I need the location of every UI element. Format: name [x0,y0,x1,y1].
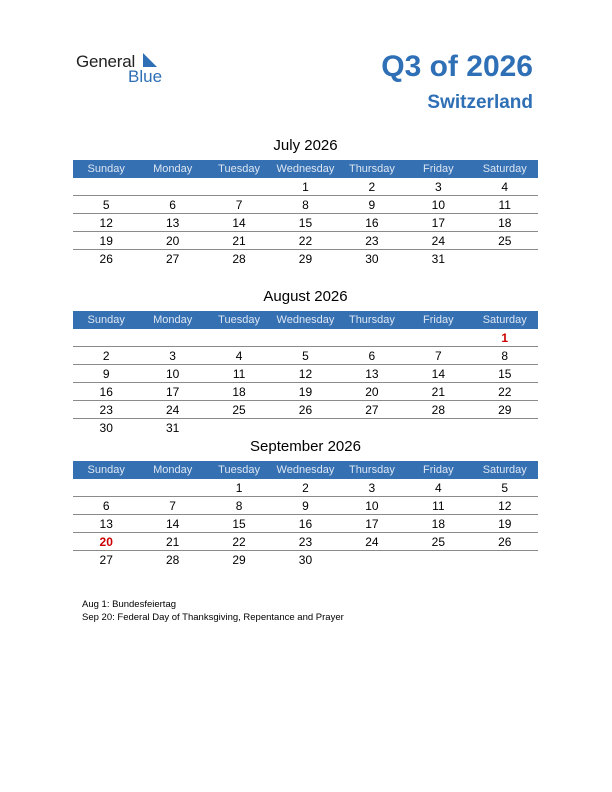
day-cell: 24 [365,535,379,549]
day-cell: 16 [99,385,113,399]
day-cell: 27 [165,252,180,266]
week-row [73,479,538,497]
day-cell: 4 [501,180,509,194]
day-cell: 12 [498,499,512,513]
weekday-label: Tuesday [218,314,260,326]
week-row [73,232,538,250]
day-cell [472,250,538,267]
day-cell [405,419,471,436]
day-cell: 26 [498,535,512,549]
day-cell: 2 [302,481,309,495]
month-title: September 2026 [250,438,361,455]
day-cell: 2 [102,349,110,363]
week-row [73,551,538,568]
day-cell: 28 [165,553,180,567]
day-cell: 13 [365,367,379,381]
week-row [73,497,538,515]
day-cell [139,329,205,346]
day-cell: 26 [99,252,113,266]
week-row [73,365,538,383]
day-cell [272,329,338,346]
day-cell: 18 [431,517,445,531]
day-cell: 12 [99,216,113,230]
day-cell: 7 [434,349,442,363]
day-cell: 3 [434,180,442,194]
day-cell: 17 [165,385,180,399]
weekday-label: Monday [153,464,193,476]
day-cell [472,551,538,568]
day-cell [339,419,405,436]
day-cell: 12 [298,367,313,381]
day-cell: 19 [298,385,313,399]
day-cell [405,551,471,568]
day-cell: 3 [368,481,376,495]
day-cell: 1 [235,481,243,495]
day-cell: 19 [498,517,512,531]
day-cell: 3 [169,349,176,363]
day-cell: 14 [232,216,246,230]
weekday-header [73,311,538,329]
day-cell: 11 [432,499,445,513]
day-cell [206,329,272,346]
day-cell: 1 [302,180,309,194]
month-july [73,136,538,267]
day-cell: 23 [298,535,313,549]
day-cell [73,329,139,346]
month-title: July 2026 [273,137,338,154]
day-cell: 22 [232,535,246,549]
day-cell: 24 [431,234,445,248]
day-cell: 7 [235,198,243,212]
day-cell: 10 [431,198,445,212]
brand-blue-text: Blue [128,67,163,86]
week-row [73,347,538,365]
day-cell: 11 [498,198,511,212]
day-cell: 19 [99,234,113,248]
day-cell: 21 [232,234,246,248]
day-cell: 5 [102,198,110,212]
day-cell: 31 [431,252,445,266]
day-cell [139,479,205,496]
weekday-label: Saturday [482,314,527,326]
month-september [73,437,538,568]
day-cell: 4 [434,481,442,495]
week-row [73,250,538,267]
weekday-label: Monday [153,314,193,326]
day-cell: 26 [298,403,313,417]
weekday-label: Thursday [348,163,395,175]
day-cell: 30 [365,252,379,266]
day-cell: 22 [498,385,512,399]
day-cell: 6 [368,349,376,363]
weekday-label: Wednesday [276,464,335,476]
day-cell: 21 [165,535,180,549]
day-cell: 27 [365,403,379,417]
day-cell: 18 [232,385,246,399]
day-cell: 15 [232,517,246,531]
day-cell [272,419,338,436]
day-cell: 29 [232,553,246,567]
week-row [73,515,538,533]
week-row [73,196,538,214]
week-row [73,419,538,436]
day-cell: 16 [298,517,313,531]
weekday-label: Sunday [87,163,125,175]
day-cell: 13 [165,216,180,230]
day-cell [73,479,139,496]
day-cell: 21 [431,385,445,399]
day-cell: 6 [102,499,110,513]
day-cell: 7 [169,499,176,513]
day-cell [405,329,471,346]
day-cell [339,551,405,568]
day-cell: 28 [431,403,445,417]
day-cell: 17 [365,517,379,531]
day-cell: 25 [431,535,445,549]
weekday-label: Friday [423,314,454,326]
holiday-notes [82,598,344,624]
weekday-label: Friday [423,163,454,175]
day-cell: 18 [498,216,512,230]
day-cell [339,329,405,346]
day-cell: 27 [99,553,113,567]
weekday-label: Saturday [482,163,527,175]
day-cell [472,419,538,436]
day-cell: 2 [368,180,376,194]
weekday-label: Thursday [348,314,395,326]
month-august [73,287,538,436]
day-cell: 5 [501,481,509,495]
day-cell: 25 [498,234,512,248]
day-cell: 30 [298,553,313,567]
day-cell: 17 [431,216,445,230]
weekday-label: Tuesday [218,163,260,175]
month-title: August 2026 [263,288,348,305]
day-cell: 22 [298,234,313,248]
day-cell: 5 [302,349,309,363]
week-row [73,401,538,419]
weekday-header [73,160,538,178]
day-cell [206,419,272,436]
weekday-header [73,461,538,479]
day-cell: 29 [498,403,512,417]
day-cell: 23 [365,234,379,248]
weekday-label: Sunday [87,314,125,326]
day-cell: 11 [232,367,246,381]
day-cell: 10 [165,367,180,381]
day-cell: 14 [431,367,445,381]
day-cell: 6 [169,198,176,212]
day-cell: 13 [99,517,113,531]
holiday-date: 1 [501,331,509,345]
weekday-label: Saturday [482,464,527,476]
day-cell: 8 [302,198,309,212]
day-cell: 15 [298,216,313,230]
country-name: Switzerland [427,92,533,113]
day-cell [206,178,272,195]
day-cell: 25 [232,403,246,417]
day-cell: 9 [368,198,376,212]
week-row [73,533,538,551]
week-row [73,178,538,196]
day-cell: 30 [99,421,113,435]
weekday-label: Monday [153,163,193,175]
holiday-note: Aug 1: Bundesfeiertag [82,599,177,610]
day-cell: 24 [165,403,180,417]
weekday-label: Sunday [87,464,125,476]
day-cell: 8 [501,349,509,363]
brand-logo [76,52,176,92]
day-cell: 14 [165,517,180,531]
day-cell: 8 [235,499,243,513]
day-cell: 31 [165,421,180,435]
day-cell: 29 [298,252,313,266]
day-cell: 23 [99,403,113,417]
day-cell: 10 [365,499,379,513]
day-cell [139,178,205,195]
day-cell: 9 [102,367,110,381]
logo-flag-icon [142,53,158,67]
holiday-note: Sep 20: Federal Day of Thanksgiving, Repentance and Prayer [82,612,344,623]
holiday-date: 20 [99,535,113,549]
day-cell [73,178,139,195]
day-cell: 15 [498,367,512,381]
week-row [73,214,538,232]
day-cell: 16 [365,216,379,230]
weekday-label: Wednesday [276,314,335,326]
day-cell: 9 [302,499,309,513]
weekday-label: Friday [423,464,454,476]
page-title: Q3 of 2026 [381,50,533,83]
day-cell: 28 [232,252,246,266]
brand-general-text: General [76,52,136,71]
weekday-label: Thursday [348,464,395,476]
week-row [73,329,538,347]
day-cell: 4 [235,349,243,363]
week-row [73,383,538,401]
weekday-label: Tuesday [218,464,260,476]
weekday-label: Wednesday [276,163,335,175]
day-cell: 20 [365,385,379,399]
day-cell: 20 [165,234,180,248]
